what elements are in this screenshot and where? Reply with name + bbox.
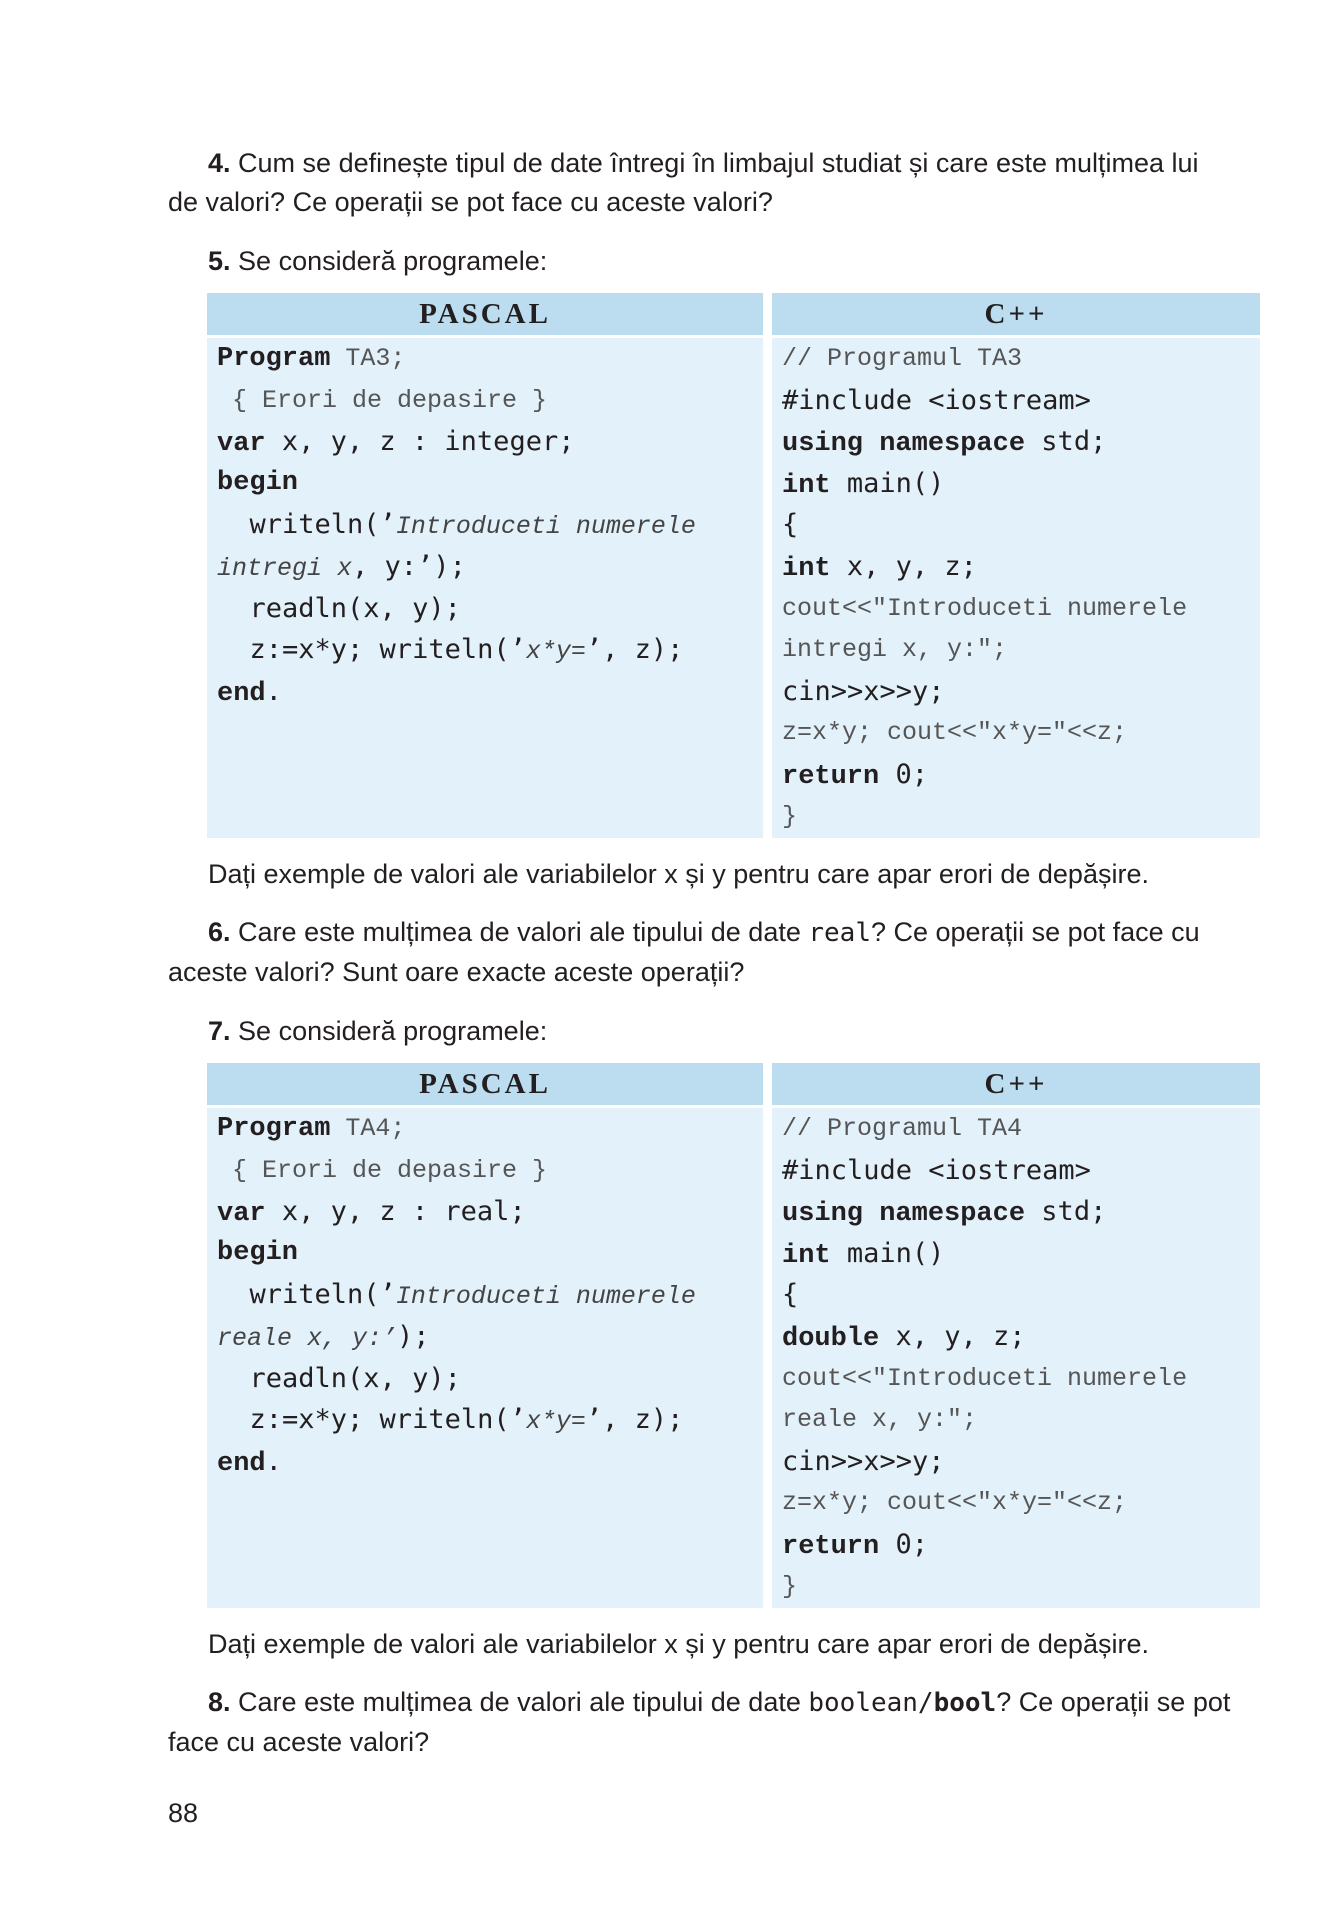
code-token: x, y, z : real; [265, 1196, 526, 1228]
code-token: TA4; [330, 1114, 406, 1143]
code-line [782, 463, 1260, 505]
note-after-5: Dați exemple de valori ale variabilelor x și y pentru care apar erori de depășire. [208, 859, 1149, 889]
question-6: 6. Care este mulțimea de valori ale tipului de date real? Ce operații se pot face cu aceste valori? Sunt oare exacte aceste operații? [168, 917, 1200, 987]
code-line [217, 1191, 763, 1233]
question-7: 7. Se consideră programele: [208, 1016, 548, 1046]
code-token: #include <iostream> [782, 384, 1091, 416]
code-token: std; [1025, 426, 1107, 458]
question-8: 8. Care este mulțimea de valori ale tipului de date boolean/bool? Ce operații se pot face cu aceste valori? [168, 1687, 1231, 1757]
code-line [782, 504, 1260, 546]
code-line [782, 1566, 1260, 1608]
code-keyword: end [217, 1448, 266, 1479]
code-line [782, 1399, 1260, 1441]
code-token: } [782, 1571, 798, 1601]
code-line [217, 504, 763, 546]
code-token: z=x*y; cout<<"x*y="<<z; [782, 1488, 1128, 1518]
code-line [782, 1482, 1260, 1524]
code-line [217, 1150, 763, 1192]
code-line [782, 1524, 1260, 1566]
code-line [782, 421, 1260, 463]
pascal-column [207, 293, 763, 838]
code-keyword: return [782, 1531, 880, 1562]
code-line [217, 1441, 763, 1483]
code-line [217, 1316, 763, 1358]
question-number: 6. [208, 917, 231, 947]
code-token: #include <iostream> [782, 1154, 1091, 1186]
code-line [782, 1274, 1260, 1316]
code-token: TA3; [330, 344, 406, 373]
code-token: x*y= [525, 1407, 586, 1437]
question-4: 4. Cum se definește tipul de date întregi în limbajul studiat și care este mulțimea lui de valori? Ce operații se pot face cu aceste valori? [168, 148, 1199, 217]
code-token: reale x, y:"; [782, 1405, 978, 1435]
column-header: C++ [772, 293, 1260, 335]
code-token: intregi x [217, 553, 353, 583]
note-after-7: Dați exemple de valori ale variabilelor x și y pentru care apar erori de depășire. [208, 1629, 1149, 1659]
code-line [217, 380, 763, 422]
cpp-column [772, 293, 1260, 838]
code-line [782, 1191, 1260, 1233]
code-token: 0; [879, 1528, 928, 1560]
code-token: Introduceti numerele [395, 512, 696, 542]
page-number: 88 [168, 1798, 199, 1828]
code-token: x, y, z : integer; [265, 426, 575, 458]
code-line [782, 1150, 1260, 1192]
code-line [217, 1108, 763, 1150]
code-token: writeln(’ [217, 1279, 396, 1311]
code-line [782, 671, 1260, 713]
code-token: reale x, y:’ [217, 1323, 398, 1353]
code-keyword: begin [217, 1237, 299, 1268]
code-table-ta3 [207, 293, 1260, 838]
question-5: 5. Se consideră programele: [208, 246, 548, 276]
code-line [217, 463, 763, 505]
code-token: x*y= [525, 637, 586, 667]
column-header: PASCAL [207, 1063, 763, 1105]
code-token: z:=x*y; writeln(’ [217, 634, 526, 666]
code-keyword: int [782, 553, 831, 584]
code-keyword: return [782, 761, 880, 792]
code-token: ’, z); [585, 1404, 684, 1436]
code-keyword: Program [217, 1114, 331, 1144]
cpp-code [772, 338, 1260, 837]
code-line [782, 1316, 1260, 1358]
code-token: { Erori de depasire } [217, 385, 548, 415]
code-line [217, 629, 763, 671]
code-line [217, 1274, 763, 1316]
question-number: 7. [208, 1016, 231, 1046]
inline-code-bold: bool [933, 1688, 997, 1718]
cpp-column [772, 1063, 1260, 1608]
code-line [782, 1441, 1260, 1483]
code-line [782, 546, 1260, 588]
code-token: cout<<"Introduceti numerele [782, 1363, 1188, 1393]
code-line [782, 1233, 1260, 1275]
column-header: C++ [772, 1063, 1260, 1105]
code-line [782, 588, 1260, 630]
code-line [217, 338, 763, 380]
code-line [217, 1358, 763, 1400]
code-keyword: int [782, 470, 831, 501]
code-line [217, 1233, 763, 1275]
code-keyword: double [782, 1323, 880, 1354]
code-line [782, 712, 1260, 754]
code-token: cin>>x>>y; [782, 1445, 945, 1477]
code-token: 0; [879, 758, 928, 790]
code-token: z:=x*y; writeln(’ [217, 1404, 526, 1436]
code-line [782, 380, 1260, 422]
code-token: // Programul TA3 [782, 344, 1023, 373]
code-line [782, 629, 1260, 671]
code-line [782, 796, 1260, 838]
code-keyword: int [782, 1240, 831, 1271]
code-token: z=x*y; cout<<"x*y="<<z; [782, 718, 1128, 748]
code-token: Introduceti numerele [395, 1282, 696, 1312]
inline-code: boolean/ [808, 1688, 934, 1718]
question-number: 5. [208, 246, 231, 276]
code-token: std; [1025, 1196, 1107, 1228]
code-line [782, 1358, 1260, 1400]
code-line [782, 1108, 1260, 1150]
code-token: { [782, 1279, 799, 1311]
code-token: readln(x, y); [217, 592, 461, 624]
code-table-ta4 [207, 1063, 1260, 1608]
code-token: cin>>x>>y; [782, 675, 945, 707]
code-line [217, 421, 763, 463]
code-token: ); [397, 1320, 430, 1352]
code-line [217, 588, 763, 630]
code-token: main() [830, 1237, 945, 1269]
code-line [217, 671, 763, 713]
code-line [217, 546, 763, 588]
inline-code: real [808, 918, 871, 948]
code-token: . [265, 1445, 282, 1477]
cpp-code [772, 1108, 1260, 1607]
code-keyword: end [217, 678, 266, 709]
pascal-code [207, 1108, 763, 1482]
code-token: cout<<"Introduceti numerele [782, 593, 1188, 623]
code-keyword: using namespace [782, 1199, 1026, 1230]
code-token: { [782, 509, 799, 541]
code-token: { Erori de depasire } [217, 1155, 548, 1185]
code-token: intregi x, y:"; [782, 635, 1008, 665]
code-line [782, 338, 1260, 380]
code-keyword: var [217, 1199, 266, 1230]
code-token: x, y, z; [879, 1320, 1026, 1352]
code-keyword: using namespace [782, 429, 1026, 460]
code-token: x, y, z; [830, 550, 977, 582]
code-token: , y:’); [352, 550, 466, 582]
question-number: 8. [208, 1687, 231, 1717]
code-token: } [782, 801, 798, 831]
code-line [217, 1399, 763, 1441]
code-token: . [265, 675, 282, 707]
code-keyword: Program [217, 344, 331, 374]
code-keyword: begin [217, 467, 299, 498]
code-token: // Programul TA4 [782, 1114, 1023, 1143]
code-token: ’, z); [585, 634, 684, 666]
code-line [782, 754, 1260, 796]
code-token: readln(x, y); [217, 1362, 461, 1394]
pascal-code [207, 338, 763, 712]
code-token: writeln(’ [217, 509, 396, 541]
pascal-column [207, 1063, 763, 1608]
code-keyword: var [217, 429, 266, 460]
question-number: 4. [208, 148, 231, 178]
code-token: main() [830, 467, 945, 499]
column-header: PASCAL [207, 293, 763, 335]
